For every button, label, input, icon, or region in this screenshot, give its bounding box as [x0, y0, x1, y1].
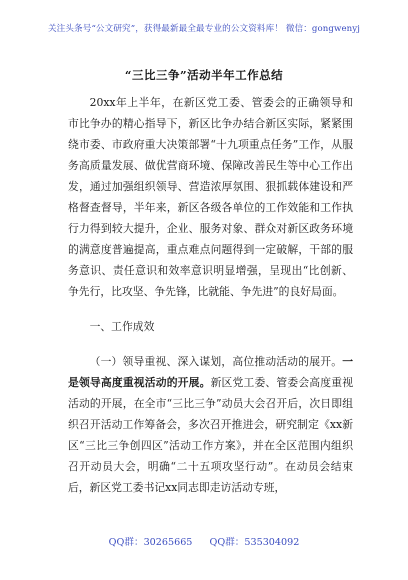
footer-qq-group-1: QQ群：30265665 [108, 537, 193, 548]
document-title: “三比三争”活动半年工作总结 [124, 68, 284, 82]
bold-lead-sentence: 一是领导高度重视活动的开展。 [68, 355, 353, 389]
footer-contact [0, 534, 408, 548]
subsection-title: （一）领导重视、深入谋划，高位推动活动的展开。 [89, 355, 343, 368]
section-heading: 一、工作成效 [89, 320, 155, 333]
document-body [68, 92, 353, 498]
header-banner: 关注头条号“公文研究”，获得最新最全最专业的公文资料库！ 微信：gongwenyj [47, 24, 361, 34]
intro-paragraph: 20xx年上半年，在新区党工委、管委会的正确领导和市比争办的精心指导下，新区比争办结合新区实际，紧紧围绕市委、市政府重大决策部署“十九项重点任务”工作，从服务高质量发展、做优营商环境、保障改善民生等中心工作出发，通过加强组织领导、营造浓厚氛围、狠抓载体建设和严格督查督导，半年来，新区各级各单位的工作效能和工作执行力得到较大提升，企业、服务对象、群众对新区政务环境的满意度普遍提高，重点难点问题得到一定破解，干部的服务意识、责任意识和效率意识明显增强，呈现出“比创新、争先行，比攻坚、争先锋，比就能、争先进”的良好局面。 [68, 96, 353, 298]
subsection-paragraph [68, 351, 353, 498]
footer-qq-group-2: QQ群：535304092 [209, 537, 300, 548]
subsection-body: 新区党工委、管委会高度重视活动的开展，在全市“三比三争”动员大会召开后，次日即组织召开活动工作筹备会，多次召开推进会，研究制定《xx新区“三比三争创四区”活动工作方案》，并在全区范围内组织召开动员大会，明确“二十五项攻坚行动”。在动员会结束后，新区党工委书记xx同志即走访活动专班， [68, 376, 354, 494]
